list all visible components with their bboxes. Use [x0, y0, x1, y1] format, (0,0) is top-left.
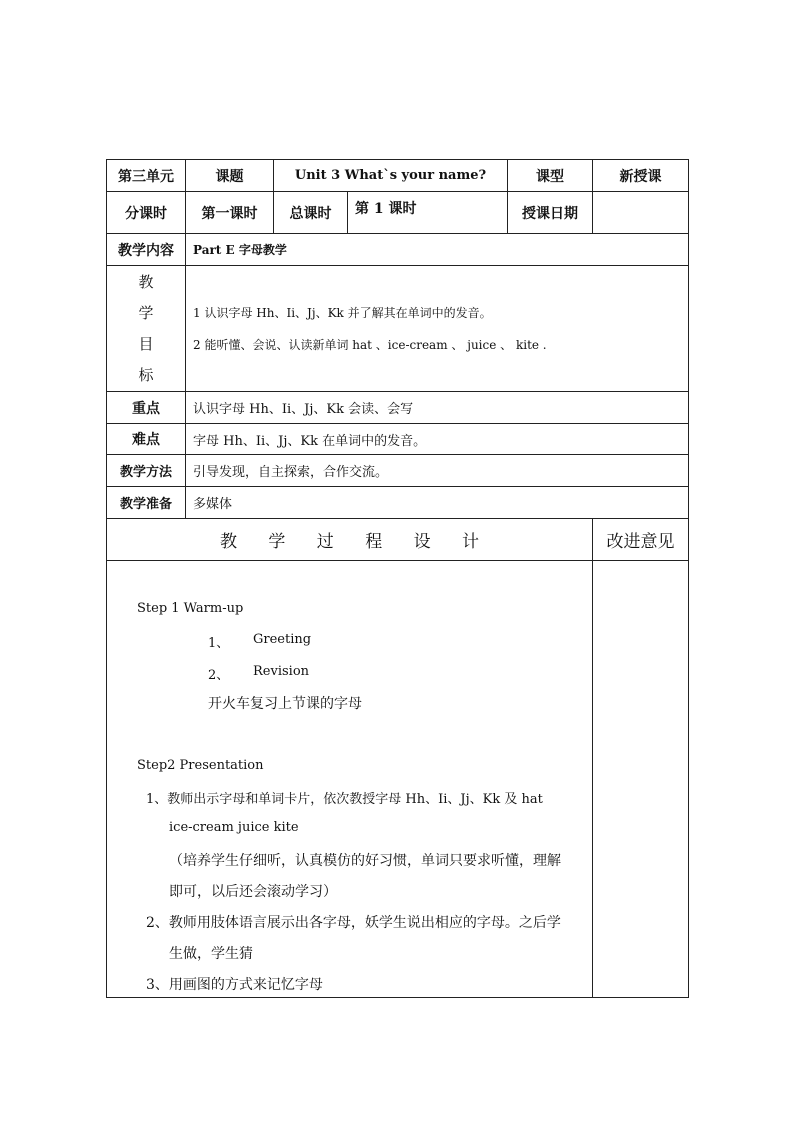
step2-note: （培养学生仔细听，认真模仿的好习惯，单词只要求听懂，理解: [169, 853, 561, 869]
design-title-char: 学: [268, 532, 286, 552]
design-header-row: [107, 519, 689, 561]
objectives-label-char: 目: [138, 334, 154, 353]
difficulties-row: [107, 424, 689, 455]
topic-value: Unit 3 What`s your name?: [274, 160, 508, 192]
type-label: 课型: [508, 160, 593, 192]
content-row: [107, 234, 689, 266]
objectives-label-char: 教: [138, 272, 154, 291]
preparation-label: 教学准备: [107, 487, 186, 519]
design-title-char: 过: [316, 532, 334, 552]
step1-heading: Step 1 Warm-up: [137, 601, 244, 616]
feedback-label: 改进意见: [593, 519, 689, 561]
objective-item: 2 能听懂、会说、认读新单词 hat 、ice-cream 、 juice 、 kite .: [193, 337, 547, 352]
difficulties-label: 难点: [107, 424, 186, 455]
difficulties-value: 字母 Hh、Ii、Jj、Kk 在单词中的发音。: [186, 424, 689, 455]
header-row-1: [107, 160, 689, 192]
objectives-row: [107, 266, 689, 392]
process-content: [107, 561, 593, 998]
objectives-label: [107, 266, 186, 392]
objectives-label-char: 学: [138, 303, 154, 322]
step2-item: 2、教师用肢体语言展示出各字母，妖学生说出相应的字母。之后学: [146, 915, 561, 931]
key-points-label: 重点: [107, 392, 186, 424]
process-row: [107, 561, 689, 998]
feedback-content: [593, 561, 689, 998]
step1-note: 开火车复习上节课的字母: [208, 696, 362, 712]
period-label: 分课时: [107, 192, 186, 234]
objectives-label-char: 标: [138, 365, 154, 384]
step1-item-number: 1、: [208, 636, 230, 651]
date-label: 授课日期: [508, 192, 593, 234]
content-label: 教学内容: [107, 234, 186, 266]
step2-item: 1、教师出示字母和单词卡片，依次教授字母 Hh、Ii、Jj、Kk 及 hat: [146, 792, 543, 807]
step2-heading: Step2 Presentation: [137, 758, 264, 773]
unit-cell: 第三单元: [107, 160, 186, 192]
preparation-row: [107, 487, 689, 519]
step2-item-continued: ice-cream juice kite: [169, 820, 299, 835]
step1-item: Greeting: [253, 632, 312, 647]
topic-label: 课题: [186, 160, 274, 192]
method-label: 教学方法: [107, 455, 186, 487]
method-row: [107, 455, 689, 487]
date-value: [593, 192, 689, 234]
content-value: Part E 字母教学: [186, 234, 689, 266]
preparation-value: 多媒体: [186, 487, 689, 519]
design-title-char: 计: [462, 532, 480, 552]
design-title-char: 程: [365, 532, 383, 552]
objectives-text: [186, 266, 689, 392]
step2-item: 3、用画图的方式来记忆字母: [146, 977, 323, 993]
type-value: 新授课: [593, 160, 689, 192]
step1-item-number: 2、: [208, 668, 230, 683]
total-label: 总课时: [274, 192, 348, 234]
key-points-value: 认识字母 Hh、Ii、Jj、Kk 会读、会写: [186, 392, 689, 424]
step2-item-continued: 生做，学生猜: [169, 946, 253, 962]
lesson-plan-table: [106, 159, 689, 998]
key-points-row: [107, 392, 689, 424]
process-design-title: [107, 519, 593, 561]
design-title-char: 设: [413, 532, 431, 552]
step1-item: Revision: [253, 664, 310, 679]
total-value: 第 1 课时: [348, 192, 508, 234]
header-row-2: [107, 192, 689, 234]
objective-item: 1 认识字母 Hh、Ii、Jj、Kk 并了解其在单词中的发音。: [193, 305, 492, 320]
step2-note-continued: 即可，以后还会滚动学习）: [169, 884, 337, 900]
method-value: 引导发现，自主探索，合作交流。: [186, 455, 689, 487]
period-value: 第一课时: [186, 192, 274, 234]
design-title-char: 教: [219, 532, 237, 552]
